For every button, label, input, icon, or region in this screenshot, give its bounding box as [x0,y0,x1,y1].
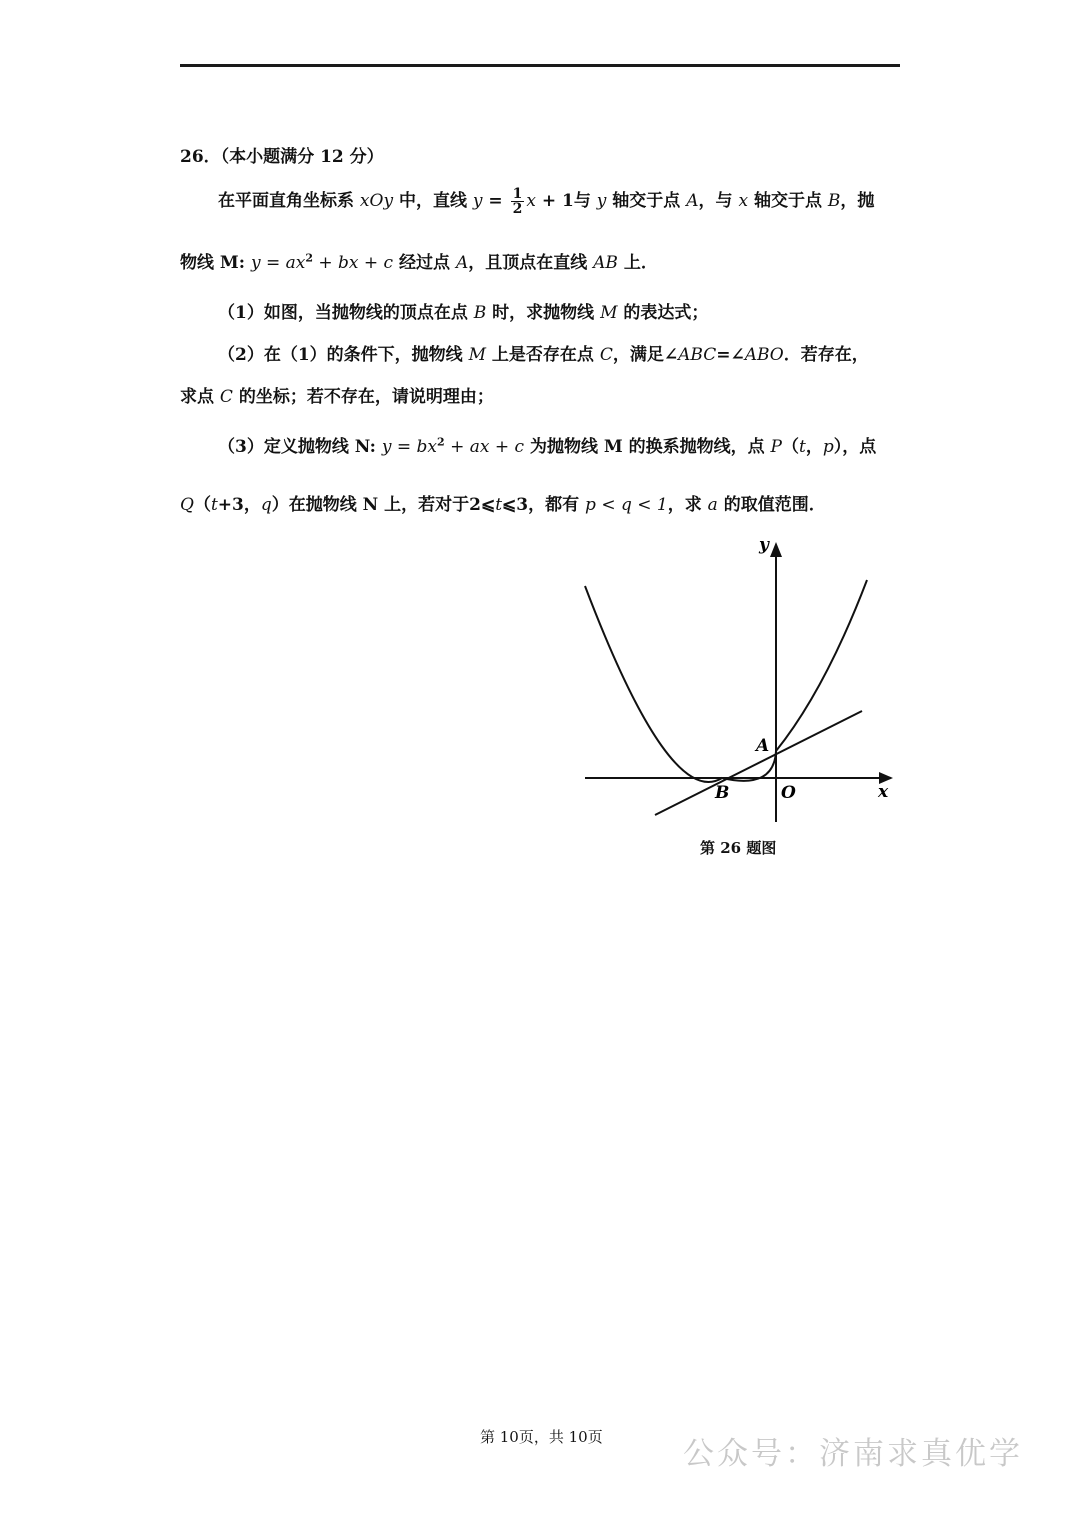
page-number: 第 10页，共 10页 [480,1428,603,1446]
parabola-figure [575,530,905,830]
label-b: B [715,783,730,803]
label-y: y [759,535,769,555]
stem-line-2: 物线 M: $y = ax^2$ + bx + c 经过点 A，且顶点在直线 AB 上． [180,251,658,273]
line-ab [655,711,862,815]
part-1: （1）如图，当抛物线的顶点在点 B 时，求抛物线 M 的表达式； [218,303,709,323]
watermark: 公众号：济南求真优学 [683,1436,1023,1472]
label-a: A [756,736,770,756]
part-3-line-2: Q（t+3，q）在抛物线 N 上，若对于2⩽t⩽3，都有 p < q < 1，求 a 的取值范围． [180,495,826,515]
top-rule [180,64,900,67]
stem-line-1: 在平面直角坐标系 xOy 中，直线 y = $\frac{1}{2}$ x + 1与 y 轴交于点 A，与 x 轴交于点 B，抛 [218,186,875,217]
fraction-half: $\frac{1}{2}$ [512,186,523,217]
label-x: x [878,782,889,802]
label-o: O [781,783,796,803]
part-2-line-2: 求点 C 的坐标；若不存在，请说明理由； [180,387,494,407]
figure-caption: 第 26 题图 [700,839,777,857]
part-2-line-1: （2）在（1）的条件下，抛物线 M 上是否存在点 C，满足∠ABC=∠ABO．若存在， [218,345,869,365]
y-axis-arrow-icon [770,542,782,557]
part-3-line-1: （3）定义抛物线 N: $y = bx^2$ + ax + c 为抛物线 M 的换系抛物线，点 P（t，p），点 [218,435,877,457]
question-number: 26．（本小题满分 12 分） [180,147,384,167]
parabola-curve [585,580,867,782]
